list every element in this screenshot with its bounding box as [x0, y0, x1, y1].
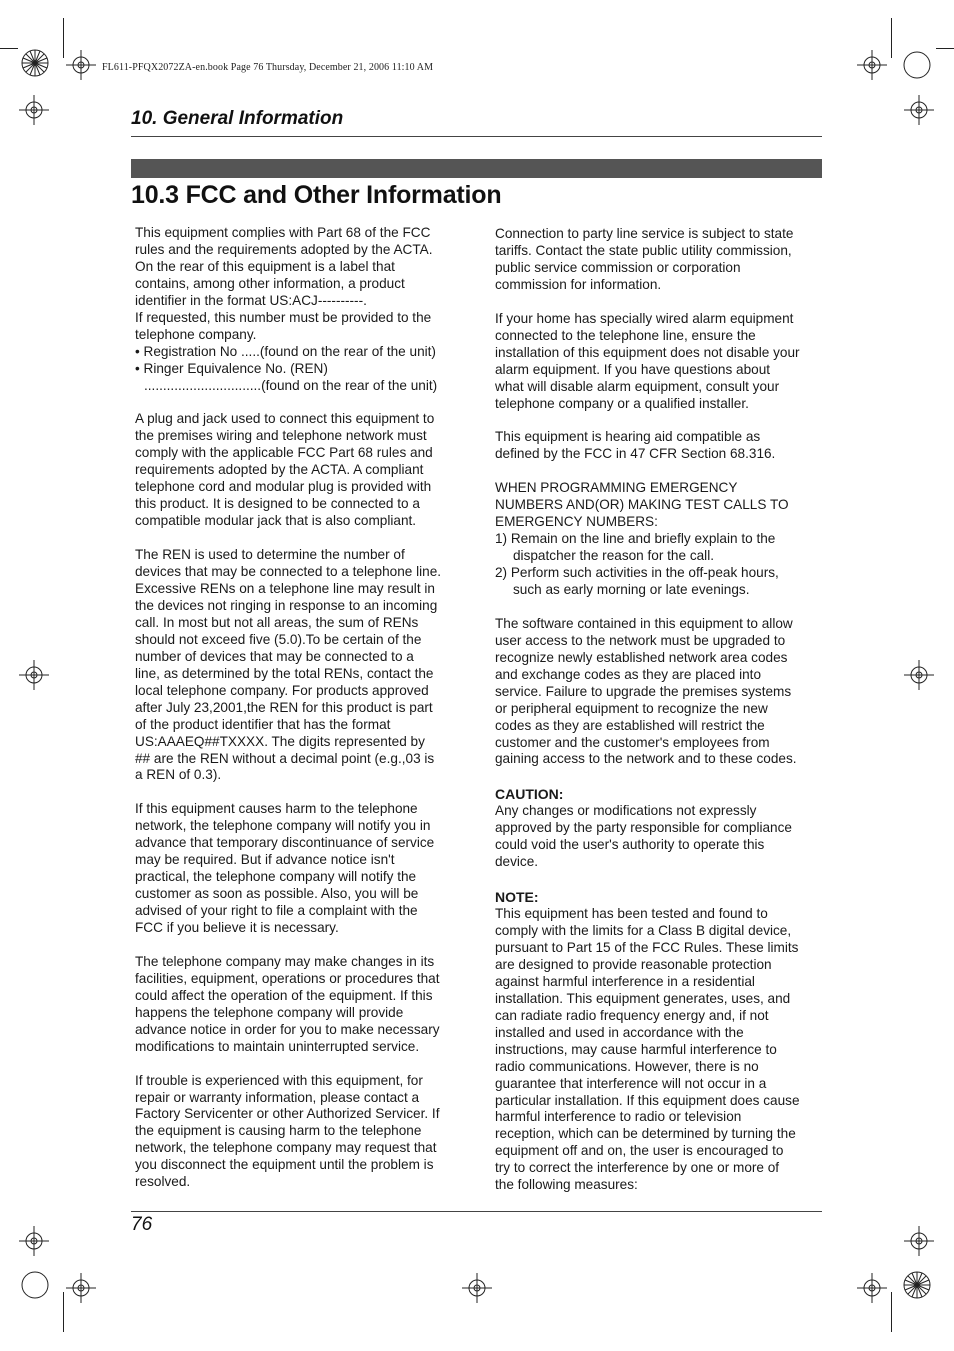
crosshair-mark-icon — [904, 1226, 934, 1256]
crosshair-mark-icon — [66, 1273, 96, 1303]
crop-line — [891, 18, 892, 58]
paragraph: This equipment is hearing aid compatible as defined by the FCC in 47 CFR Section 68.316. — [495, 429, 776, 462]
paragraph: This equipment complies with Part 68 of the FCC rules and the requirements adopted by the ACTA. On the rear of this equipment is a label that contains, among other information, a product identifier in the format US:ACJ----------. If requested, this number must be provided to the telephone company. • Registration No .....(found on the rear of the unit) • Ringer Equivalence No. (REN) ...............................(found on the rear of the unit) — [135, 225, 463, 395]
print-slug: FL611-PFQX2072ZA-en.book Page 76 Thursday, December 21, 2006 11:10 AM — [102, 62, 434, 73]
crosshair-mark-icon — [857, 50, 887, 80]
crop-line — [63, 18, 64, 58]
section-bar — [131, 159, 822, 178]
crosshair-mark-icon — [857, 1273, 887, 1303]
registration-mark-icon — [902, 1270, 932, 1300]
list-item: • Registration No .....(found on the rear of the unit) — [135, 343, 436, 359]
page-number: 76 — [131, 1214, 153, 1235]
note-text: This equipment has been tested and found to comply with the limits for a Class B digital device, pursuant to Part 15 of the FCC Rules. These limits are designed to provide reasonable protection against harmful interference in a residential installation. This equipment generates, uses, and can radiate radio frequency energy and, if not installed and used in accordance with the instructions, may cause harmful interference to radio communications. However, there is no guarantee that interference will not occur in a particular installation. If this equipment does cause harmful interference to radio or television reception, which can be determined by turning the equipment off and on, the user is encouraged to try to correct the interference by one or more of the following measures: — [495, 906, 800, 1193]
header-rule — [131, 136, 822, 137]
crosshair-mark-icon — [66, 50, 96, 80]
note-heading: NOTE: — [495, 889, 539, 906]
crosshair-mark-icon — [904, 95, 934, 125]
crosshair-mark-icon — [904, 660, 934, 690]
paragraph: The software contained in this equipment to allow user access to the network must be upgraded to recognize newly established network area codes and exchange codes as they are placed into service. Failure to upgrade the premises systems or peripheral equipment to recognize the new codes as they are established will restrict the customer and the customer's employees from gaining access to the network and to these codes. — [495, 615, 797, 767]
paragraph: WHEN PROGRAMMING EMERGENCY NUMBERS AND(OR) MAKING TEST CALLS TO EMERGENCY NUMBERS: 1) Remain on the line and briefly explain to the dispatcher the reason for the call. 2) Perform such activities in the off-peak hours, such as early morning or late evenings. — [495, 480, 822, 599]
crosshair-mark-icon — [19, 95, 49, 125]
crop-line — [891, 1292, 892, 1332]
chapter-title: 10. General Information — [131, 108, 344, 129]
list-item: 2) Perform such activities in the off-peak hours, — [495, 565, 779, 581]
registration-mark-icon — [902, 50, 932, 80]
caution-heading: CAUTION: — [495, 786, 564, 803]
crop-line — [0, 48, 18, 49]
crosshair-mark-icon — [19, 1226, 49, 1256]
paragraph: If your home has specially wired alarm equipment connected to the telephone line, ensure the installation of this equipment does not disable your alarm equipment. If you have questions about what will disable alarm equipment, consult your telephone company or a qualified installer. — [495, 310, 800, 411]
list-item: • Ringer Equivalence No. (REN) — [135, 360, 328, 376]
right-column — [495, 226, 822, 1211]
list-item: 1) Remain on the line and briefly explain to the — [495, 531, 776, 547]
section-title: 10.3 FCC and Other Information — [131, 181, 502, 209]
paragraph: The REN is used to determine the number of devices that may be connected to a telephone line. Excessive RENs on a telephone line may result in the devices not ringing in response to an incoming call. In most but not all areas, the sum of RENs should not exceed five (5.0).To be certain of the number of devices that may be connected to a line, as determined by the total RENs, contact the local telephone company. For products approved after July 23,2001,the REN for this product is part of the product identifier that has the format US:AAAEQ##TXXXX. The digits represented by ## are the REN without a decimal point (e.g.,03 is a REN of 0.3). — [135, 547, 442, 783]
paragraph: Connection to party line service is subject to state tariffs. Contact the state public utility commission, public service commission or corporation commission for information. — [495, 226, 794, 292]
crop-line — [63, 1292, 64, 1332]
registration-mark-icon — [20, 1270, 50, 1300]
paragraph: The telephone company may make changes in its facilities, equipment, operations or procedures that could affect the operation of the equipment. If this happens the telephone company will provide advance notice in order for you to make necessary modifications to maintain uninterrupted service. — [135, 953, 440, 1054]
paragraph: If trouble is experienced with this equipment, for repair or warranty information, please contact a Factory Servicenter or other Authorized Servicer. If the equipment is causing harm to the telephone network, the telephone company may request that you disconnect the equipment until the problem is resolved. — [135, 1072, 440, 1190]
registration-mark-icon — [20, 48, 50, 78]
caution-text: Any changes or modifications not expressly approved by the party responsible for compliance could void the user's authority to operate this device. — [495, 803, 792, 870]
footer-rule — [131, 1211, 822, 1212]
paragraph: A plug and jack used to connect this equipment to the premises wiring and telephone network must comply with the applicable FCC Part 68 rules and requirements adopted by the ACTA. A compliant telephone cord and modular plug is provided with this product. It is designed to be connected to a compatible modular jack that is also compliant. — [135, 411, 435, 529]
crop-line — [936, 48, 954, 49]
left-column — [135, 225, 463, 1208]
paragraph: If this equipment causes harm to the telephone network, the telephone company will notify you in advance that temporary discontinuance of service may be required. But if advance notice isn't practical, the telephone company will notify the customer as soon as possible. Also, you will be advised of your right to file a complaint with the FCC if you believe it is necessary. — [135, 801, 435, 936]
crosshair-mark-icon — [19, 660, 49, 690]
crosshair-mark-icon — [462, 1273, 492, 1303]
